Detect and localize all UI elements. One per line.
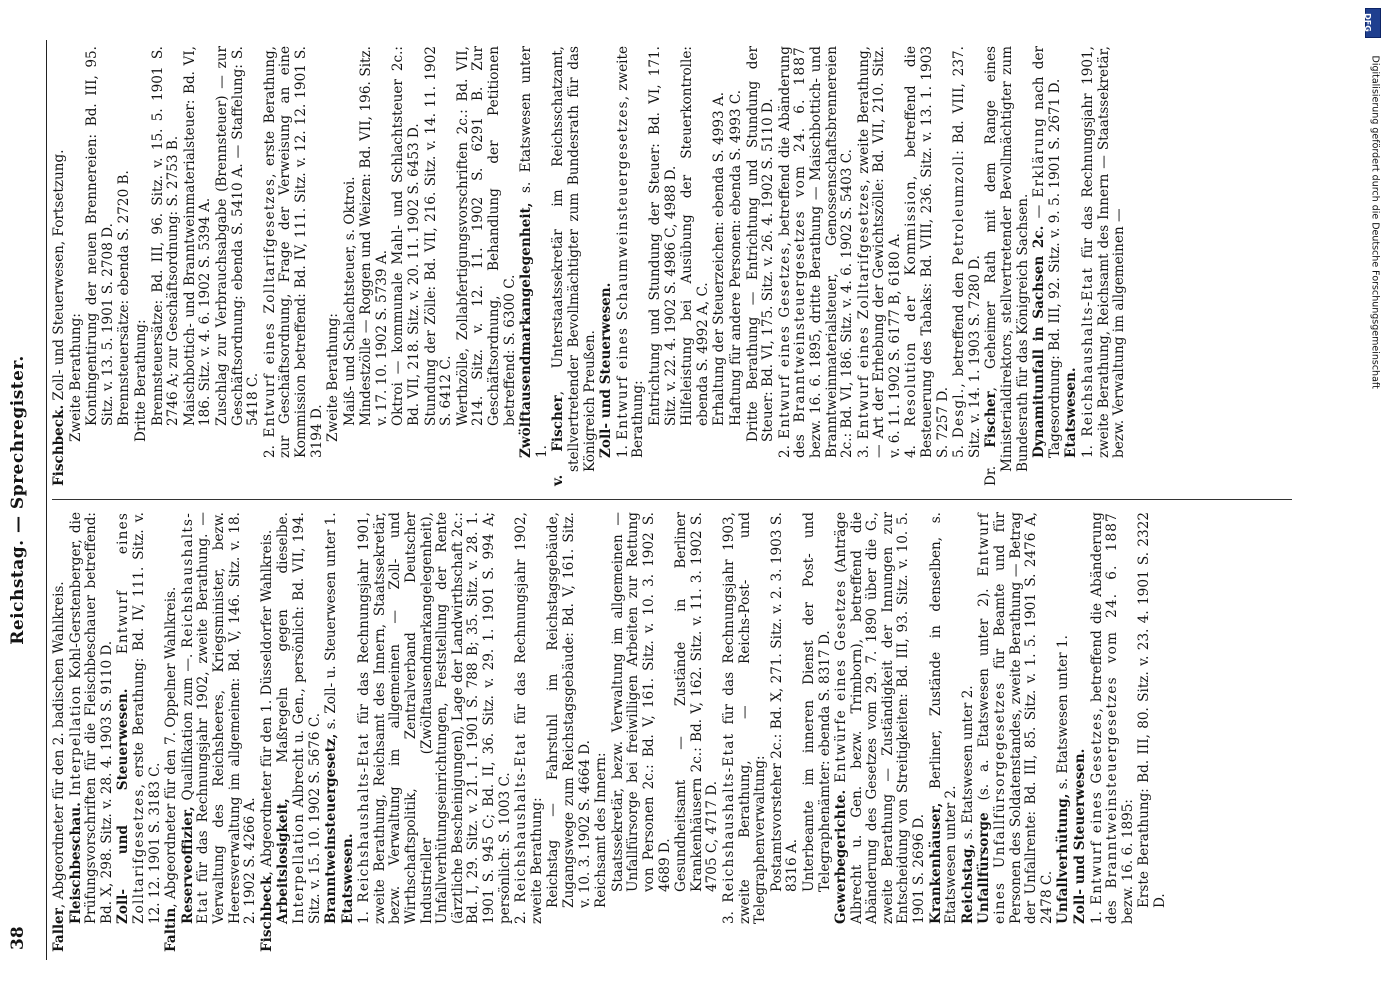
column-divider xyxy=(52,499,1292,500)
register-entry: Zoll- und Steuerwesen. xyxy=(1072,748,1088,924)
register-entry: Maischbottich- und Branntweinmaterialsteuer: Bd. VI, 186. Sitz. v. 4. 6. 1902 S. 5394 A. xyxy=(181,46,214,426)
register-entry: Zoll- und Steuerwesen. Entwurf eines Zolltarifgesetzes, erste Berathung: Bd. IV, 111. Sitz. v. 12. 12. 1901 S. 3183 C. xyxy=(115,511,163,924)
register-entry: Krankenhäuser, Berliner, Zustände in denselben, s. Etatswesen unter 2. xyxy=(927,512,960,924)
register-entry: Zoll- und Steuerwesen. xyxy=(598,282,615,458)
register-entry: Oktroi — kommunale Mahl- und Schlachtsteuer 2c.: Bd. VII, 218. Sitz. v. 20. 11. 1902 S. 6453 D. xyxy=(390,46,423,426)
register-entry: Stundung der Zölle: Bd. VII, 216. Sitz. v. 14. 11. 1902 S. 6412 C. xyxy=(422,46,455,426)
register-entry: Arbeitslosigkeit, Maßregeln gegen dieselbe. Interpellation Albrecht u. Gen., persönlich: Bd. VII, 194. Sitz. v. 15. 10. 1902 S. 5676 C. xyxy=(275,512,323,924)
register-entry: Reserveoffizier, Qualifikation zum —. Reichshaushalts-Etat für das Rechnungsjahr 1902, zweite Berathung. — Verwaltung des Reichsheeres, Kriegsminister, bezw. Heeresverwaltung im allgemeinen: Bd. V, 146. Sitz. v. 18. 2. 1902 S. 4266 A. xyxy=(179,512,259,924)
register-entry: 2. Reichshaushalts-Etat für das Rechnungsjahr 1902, zweite Berathung: xyxy=(513,511,545,924)
funding-note xyxy=(1365,55,1381,620)
register-entry: Dr. Fischer, Geheimer Rath mit dem Range eines Ministerialdirektors, stellvertretender Bevollmächtigter zum Bundesrath für das Königreich Sachsen. xyxy=(983,45,1031,486)
page-number: 38 xyxy=(8,926,28,950)
register-entry: Gewerbegerichte. Entwürfe eines Gesetzes (Anträge Albrecht u. Gen. bezw. Trimborn), betreffend die Abänderung des Gesetzes vom 29. 7. 1890 über die G., zweite Berathung — Zuständigkeit der Innungen zur Entscheidung von Streitigkeiten: Bd. III, 93. Sitz. v. 10. 5. 1901 S. 2696 D. xyxy=(833,512,928,924)
register-entry: 3. Reichshaushalts-Etat für das Rechnungsjahr 1903, zweite Berathung, — Reichs-Post- und Telegraphenverwaltung: xyxy=(720,511,769,924)
register-entry: Faller, Abgeordneter für den 2. badischen Wahlkreis. xyxy=(51,581,67,952)
register-entry: Reichstag — Fahrstuhl im Reichstagsgebäude, Zugangswege zum Reichstagsgebäude: Bd. V, 161. Sitz. v. 10. 3. 1902 S. 4664 D. xyxy=(545,512,593,908)
register-entry: Unfallverhütung, s. Etatswesen unter 1. xyxy=(1055,635,1072,924)
register-entry: Fischbeck. Zoll- und Steuerwesen, Fortsetzung. xyxy=(51,149,67,486)
register-entry: Fleischbeschau. Interpellation Kohl-Gerstenberger, die Prüfungsvorschriften für die Fleischbeschauer betreffend: Bd. X, 298. Sitz. v. 28. 4. 1903 S. 9110 D. xyxy=(67,512,115,924)
register-entry: 1. Entwurf eines Gesetzes, betreffend die Abänderung des Branntweinsteuergesetzes vom 24. 6. 1887 bezw. 16. 6. 1895: xyxy=(1088,511,1136,924)
register-entry: Postamtsvorsteher 2c.: Bd. X, 271. Sitz. v. 2. 3. 1903 S. 8316 A. xyxy=(768,512,801,892)
page-title: Reichstag. — Sprechregister. xyxy=(8,355,28,645)
register-entry: Erste Berathung: Bd. III, 80. Sitz. v. 23. 4. 1901 S. 2322 D. xyxy=(1136,512,1168,908)
register-entry: Entrichtung und Stundung der Steuer: Bd. VI, 171. Sitz. v. 22. 4. 1902 S. 4986 C, 4988 D. xyxy=(646,46,679,426)
register-entry: Zweite Berathung: xyxy=(325,313,342,442)
register-entry: Dritte Berathung: xyxy=(132,319,149,442)
register-entry: 1. Reichshaushalts-Etat für das Rechnungsjahr 1901, zweite Berathung, Reichsamt des Innern, Staatssekretär, bezw. Verwaltung im allgemeinen — Zoll- und Wirthschaftspolitik, Zentralverband Deutscher Industrieller (Zwölftausendmarkangelegenheit), Unfallverhütungseinrichtungen, Feststellung der Rente (ärztliche Bescheinigungen), Lage der Landwirthschaft 2c.: Bd. I, 29. Sitz. v. 21. 1. 1901 S. 788 B; 35. Sitz. v. 28. 1. 1901 S. 945 C; Bd. II, 36. Sitz. v. 29. 1. 1901 S. 994 A; persönlich: S. 1003 C. xyxy=(356,511,513,924)
register-entry: Unterbeamte im inneren Dienst der Post- und Telegraphenämter: ebenda S. 8317 D. xyxy=(800,512,833,892)
register-entry: Brennsteuersätze: Bd. III, 96. Sitz. v. 15. 5. 1901 S. 2746 A; zur Geschäftsordnung: S. 2753 B. xyxy=(149,46,182,426)
register-entry: Maiß- und Schlachtsteuer, s. Oktroi. xyxy=(341,176,358,426)
register-entry: Haftung für andere Personen: ebenda S. 4993 C. xyxy=(727,89,744,426)
register-entry: Branntweinsteuergesetz, s. Zoll- u. Steuerwesen unter 1. xyxy=(323,512,340,924)
register-entry: Fischbeck, Abgeordneter für den 1. Düsseldorfer Wahlkreis. xyxy=(258,529,275,952)
register-entry: Zwölftausendmarkangelegenheit, s. Etatswesen unter 1. xyxy=(518,46,550,458)
register-entry: 1. Reichshaushalts-Etat für das Rechnungsjahr 1901, zweite Berathung, Reichsamt des Innern — Staatssekretär, bezw. Verwaltung im allgemeinen — xyxy=(1080,45,1128,458)
register-entry: v. Fischer, Unterstaatssekretär im Reichsschatzamt, stellvertretender Bevollmächtigter zum Bundesrath für das Königreich Preußen. xyxy=(550,46,598,486)
register-entry: Reichstag, s. Etatswesen unter 2. xyxy=(959,685,976,924)
register-entry: 4. Resolution der Kommission, betreffend die Besteuerung des Tabaks: Bd. VIII, 236. Sitz. v. 13. 1. 1903 S. 7257 D. xyxy=(903,46,951,458)
register-entry: 3. Entwurf eines Zolltarifgesetzes, zweite Berathung, — Art der Erhebung der Gewichtszölle: Bd. VII, 210. Sitz. v. 6. 11. 1902 S. 6177 B, 6180 A. xyxy=(855,46,903,458)
right-column xyxy=(52,46,1129,486)
register-entry: Hilfeleistung bei Ausübung der Steuerkontrolle: ebenda S. 4992 A, C. xyxy=(679,46,711,426)
register-entry: Brennsteuersätze: ebenda S. 2720 B. xyxy=(116,170,133,426)
left-column xyxy=(52,512,1170,952)
dfg-logo xyxy=(1362,8,1381,38)
register-entry: Werthzölle, Zollabfertigungsvorschriften 2c.: Bd. VII, 214. Sitz. v. 12. 11. 1902 S. 6291 B. Zur Geschäftsordnung, Behandlung der Petitionen betreffend: S. 6300 C. xyxy=(454,46,518,426)
register-entry: Unfallfürsorge (s. a. Etatswesen unter 2). Entwurf eines Unfallfürsorgegesetzes für Beamte und für Personen des Soldatenstandes, zweite Berathung — Betrag der Unfallrente: Bd. III, 85. Sitz. v. 1. 5. 1901 S. 2476 A, 2478 C. xyxy=(976,512,1055,924)
register-entry: Zuschlag zur Verbrauchsabgabe (Brennsteuer) — zur Geschäftsordnung: ebenda S. 5410 A. — Staffelung: S. 5418 C. xyxy=(213,46,262,426)
header-rule xyxy=(46,40,47,960)
funding-note-text: Digitalisierung gefördert durch die Deutsche Forschungsgemeinschaft xyxy=(1369,55,1381,389)
register-entry: Etatswesen. xyxy=(1063,367,1080,458)
register-entry: 1. Entwurf eines Schaumweinsteuergesetzes, zweite Berathung: xyxy=(614,45,647,458)
register-entry: Dritte Berathung — Entrichtung und Stundung der Steuer: Bd. VI, 175. Sitz. v. 26. 4. 1902 S. 5110 D. xyxy=(744,46,777,442)
register-entry: Dynamitunfall in Sachsen 2c. — Erklärung nach der Tagesordnung: Bd. III, 92. Sitz. v. 9. 5. 1901 S. 2671 D. xyxy=(1031,46,1063,458)
register-entry: Faltin, Abgeordneter für den 7. Oppelner Wahlkreis. xyxy=(163,586,180,952)
register-entry: Staatssekretär, bezw. Verwaltung im allgemeinen — Unfallfürsorge bei freiwilligen Arbeiten zur Rettung von Personen 2c.: Bd. V, 161. Sitz. v. 10. 3. 1902 S. 4689 D. xyxy=(609,512,673,892)
register-entry: Etatswesen. xyxy=(339,833,356,924)
register-entry: Mindestzölle — Roggen und Weizen: Bd. VII, 196. Sitz. v. 17. 10. 1902 S. 5739 A. xyxy=(358,46,390,426)
register-entry: 5. Desgl., betreffend den Petroleumzoll: Bd. VIII, 237. Sitz. v. 14. 1. 1903 S. 7280 D. xyxy=(951,46,983,458)
page-header xyxy=(8,40,44,960)
register-entry: Erhaltung der Steuerzeichen: ebenda S. 4993 A. xyxy=(711,91,728,426)
dfg-logo-text: DFG xyxy=(1362,13,1372,32)
register-entry: Gesundheitsamt — Zustände in Berliner Krankenhäusern 2c.: Bd. V, 162. Sitz. v. 11. 3. 1902 S. 4705 C, 4717 D. xyxy=(673,512,721,892)
register-entry: Zweite Berathung: xyxy=(67,313,84,442)
register-entry: Reichsamt des Innern: xyxy=(593,752,610,908)
register-entry: Kontingentirung der neuen Brennereien: Bd. III, 95. Sitz. v. 13. 5. 1901 S. 2708 D. xyxy=(84,46,116,426)
register-entry: 2. Entwurf eines Zolltarifgesetzes, erste Berathung, zur Geschäftsordnung, Frage der Verweisung an eine Kommission betreffend: Bd. IV, 111. Sitz. v. 12. 12. 1901 S. 3194 D. xyxy=(261,46,325,458)
register-entry: 2. Entwurf eines Gesetzes, betreffend die Abänderung des Branntweinsteuergesetzes vom 24. 6. 1887 bezw. 16. 6. 1895, dritte Berathung — Maischbottich- und Branntweinmaterialsteuer, Genossenschaftsbrennereien 2c.: Bd. VI, 186. Sitz. v. 4. 6. 1902 S. 5403 C. xyxy=(776,45,856,458)
